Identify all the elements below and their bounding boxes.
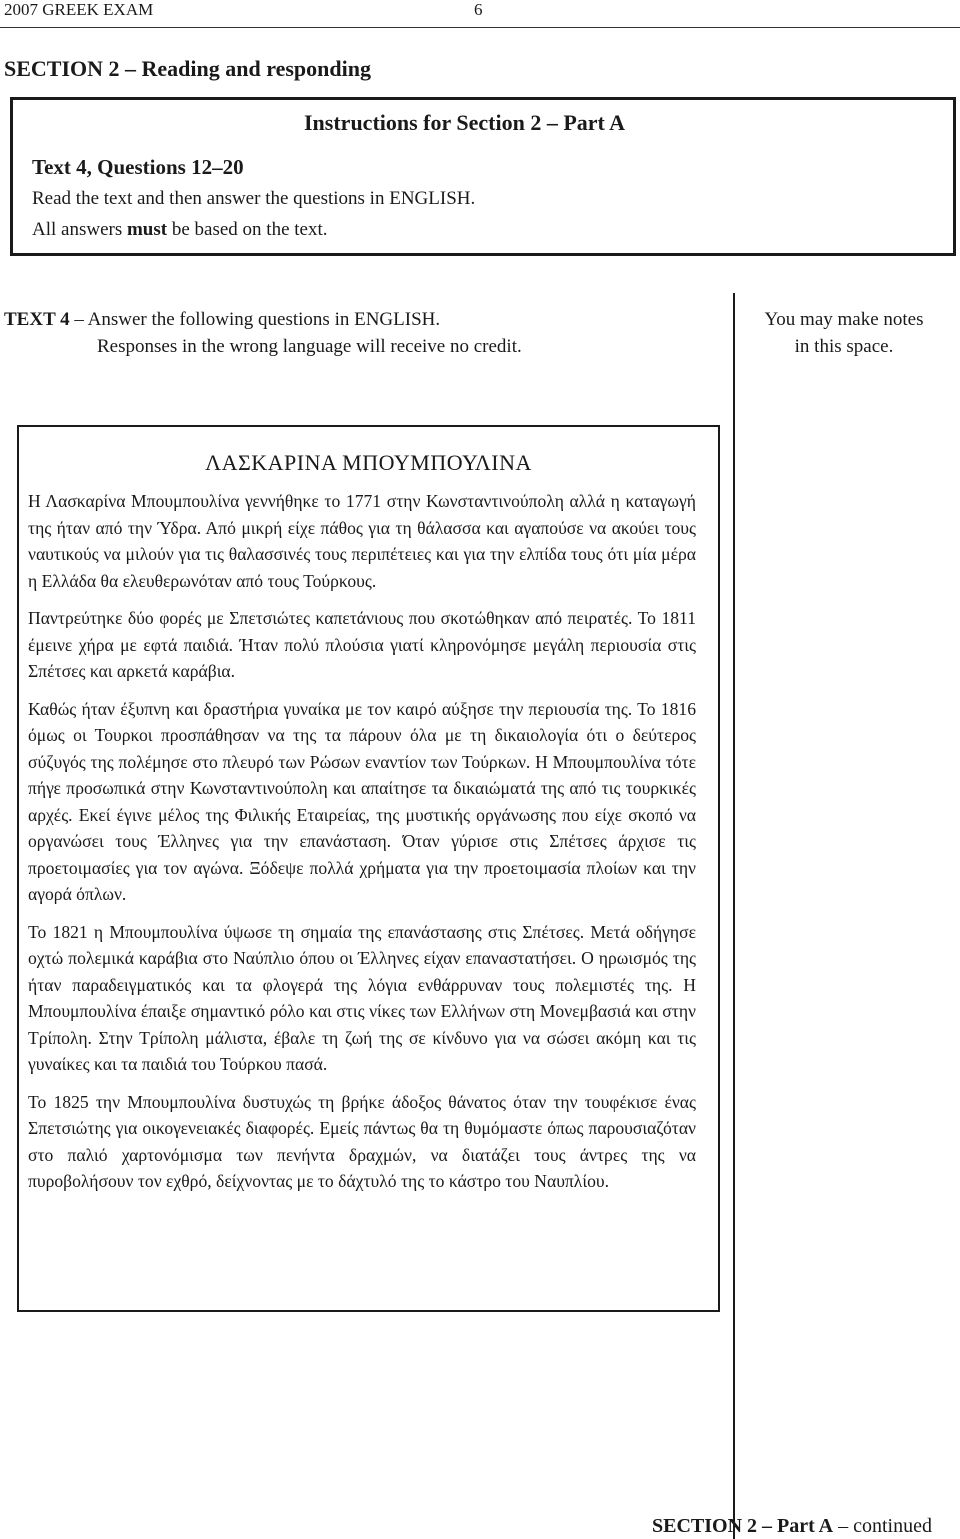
task-line-1: – Answer the following questions in ENGLISH. — [69, 309, 441, 330]
page-number: 6 — [474, 0, 483, 19]
footer-section: SECTION 2 – Part A — [652, 1515, 834, 1537]
instructions-line-2-pre: All answers — [32, 219, 127, 240]
task-line-2: Responses in the wrong language will receive no credit. — [97, 336, 522, 357]
instructions-heading: Instructions for Section 2 – Part A — [304, 110, 626, 135]
reading-body — [28, 488, 696, 1206]
notes-divider — [733, 293, 735, 1539]
reading-paragraph: Το 1825 την Μπουμπουλίνα δυστυχώς τη βρήκε άδοξος θάνατος όταν την τουφέκισε ένας Σπετσιώτης για οικογενειακές διαφορές. Εμείς πάντως θα τη θυμόμαστε όπως παρουσιαζόταν στο παλιό χαρτονόμισμα των πενήντα δραχμών, να διατάζει τους άντρες της να πυροβολήσουν τον εχθρό, δείχνοντας με το δάχτυλό της το κάστρο του Ναυπλίου. — [28, 1091, 696, 1191]
footer-continued-text: – continued — [833, 1515, 932, 1537]
reading-paragraph: Παντρεύτηκε δύο φορές με Σπετσιώτες καπετάνιους που σκοτώθηκαν από πειρατές. Το 1811 έμεινε χήρα με εφτά παιδιά. Ήταν πολύ πλούσια γιατί κληρονόμησε μεγάλη περιουσία στις Σπέτσες και αρκετά καράβια. — [28, 608, 696, 681]
instructions-text — [32, 152, 475, 245]
instructions-line-1: Read the text and then answer the questions in ENGLISH. — [32, 188, 476, 209]
task-instructions — [4, 306, 522, 360]
instructions-line-2 — [32, 214, 475, 245]
exam-header-title: 2007 GREEK EXAM — [4, 0, 154, 19]
text-tag: TEXT 4 — [4, 309, 70, 330]
reading-paragraph: Καθώς ήταν έξυπνη και δραστήρια γυναίκα με τον καιρό αύξησε την περιουσία της. Το 1816 όμως οι Τουρκοι προσπάθησαν να της τα πάρουν όλα με τη δικαιολογία ότι ο δεύτερος σύζυγός της πολέμησε στο πλευρό των Ρώσων εναντίον των Τούρκων. Η Μπουμπουλίνα τότε πήγε προσωπικά στην Κωνσταντινούπολη και απαίτησε τα δικαιώματά της από τις τουρκικές αρχές. Εκεί έγινε μέλος της Φιλικής Εταιρείας, της μυστικής οργάνωσης που είχε σκοπό να οργανώσει τους Έλληνες για την επανάσταση. Όταν γύρισε στις Σπέτσες άρχισε τις προετοιμασίες για τον αγώνα. Ξόδεψε πολλά χρήματα για την προετοιμασία πλοίων και την αγορά όπλων. — [28, 698, 696, 904]
text-questions-label: Text 4, Questions 12–20 — [32, 155, 244, 179]
reading-paragraph: Το 1821 η Μπουμπουλίνα ύψωσε τη σημαία της επανάστασης στις Σπέτσες. Μετά οδήγησε οχτώ πολεμικά καράβια στο Ναύπλιο όπου οι Έλληνες είχαν επαναστατήσει. Ο ηρωισμός της ήταν παραδειγματικός και τα φλογερά της λόγια ενθάρρυναν τους πολεμιστές της. Η Μπουμπουλίνα έπαιξε σημαντικό ρόλο και στις νίκες των Ελλήνων στη Μονεμβασιά και στην Τρίπολη. Στην Τρίπολη μάλιστα, έβαλε τη ζωή της σε κίνδυνο για να σώσει ακόμη και τις γυναίκες και τα παιδιά του Τούρκου πασά. — [28, 921, 696, 1074]
footer-continued — [652, 1515, 932, 1538]
notes-line-1: You may make notes — [764, 309, 924, 330]
reading-paragraph: Η Λασκαρίνα Μπουμπουλίνα γεννήθηκε το 1771 στην Κωνσταντινούπολη αλλά η καταγωγή της ήταν από την Ύδρα. Από μικρή είχε πάθος για τη θάλασσα και αγαπούσε να ακούει τους ναυτικούς να μιλούν για τις θαλασσινές τους περιπέτειες και για την ελπίδα τους ότι μία μέρα η Ελλάδα θα ελευθερωνόταν από τους Τούρκους. — [28, 491, 696, 591]
instructions-must: must — [126, 219, 168, 240]
reading-title: ΛΑΣΚΑΡΙΝΑ ΜΠΟΥΜΠΟΥΛΙΝΑ — [205, 450, 532, 475]
instructions-line-2-post: be based on the text. — [167, 219, 328, 240]
header-divider — [0, 27, 960, 28]
notes-line-2: in this space. — [794, 336, 894, 357]
notes-label — [744, 306, 944, 360]
section-title: SECTION 2 – Reading and responding — [4, 56, 371, 81]
